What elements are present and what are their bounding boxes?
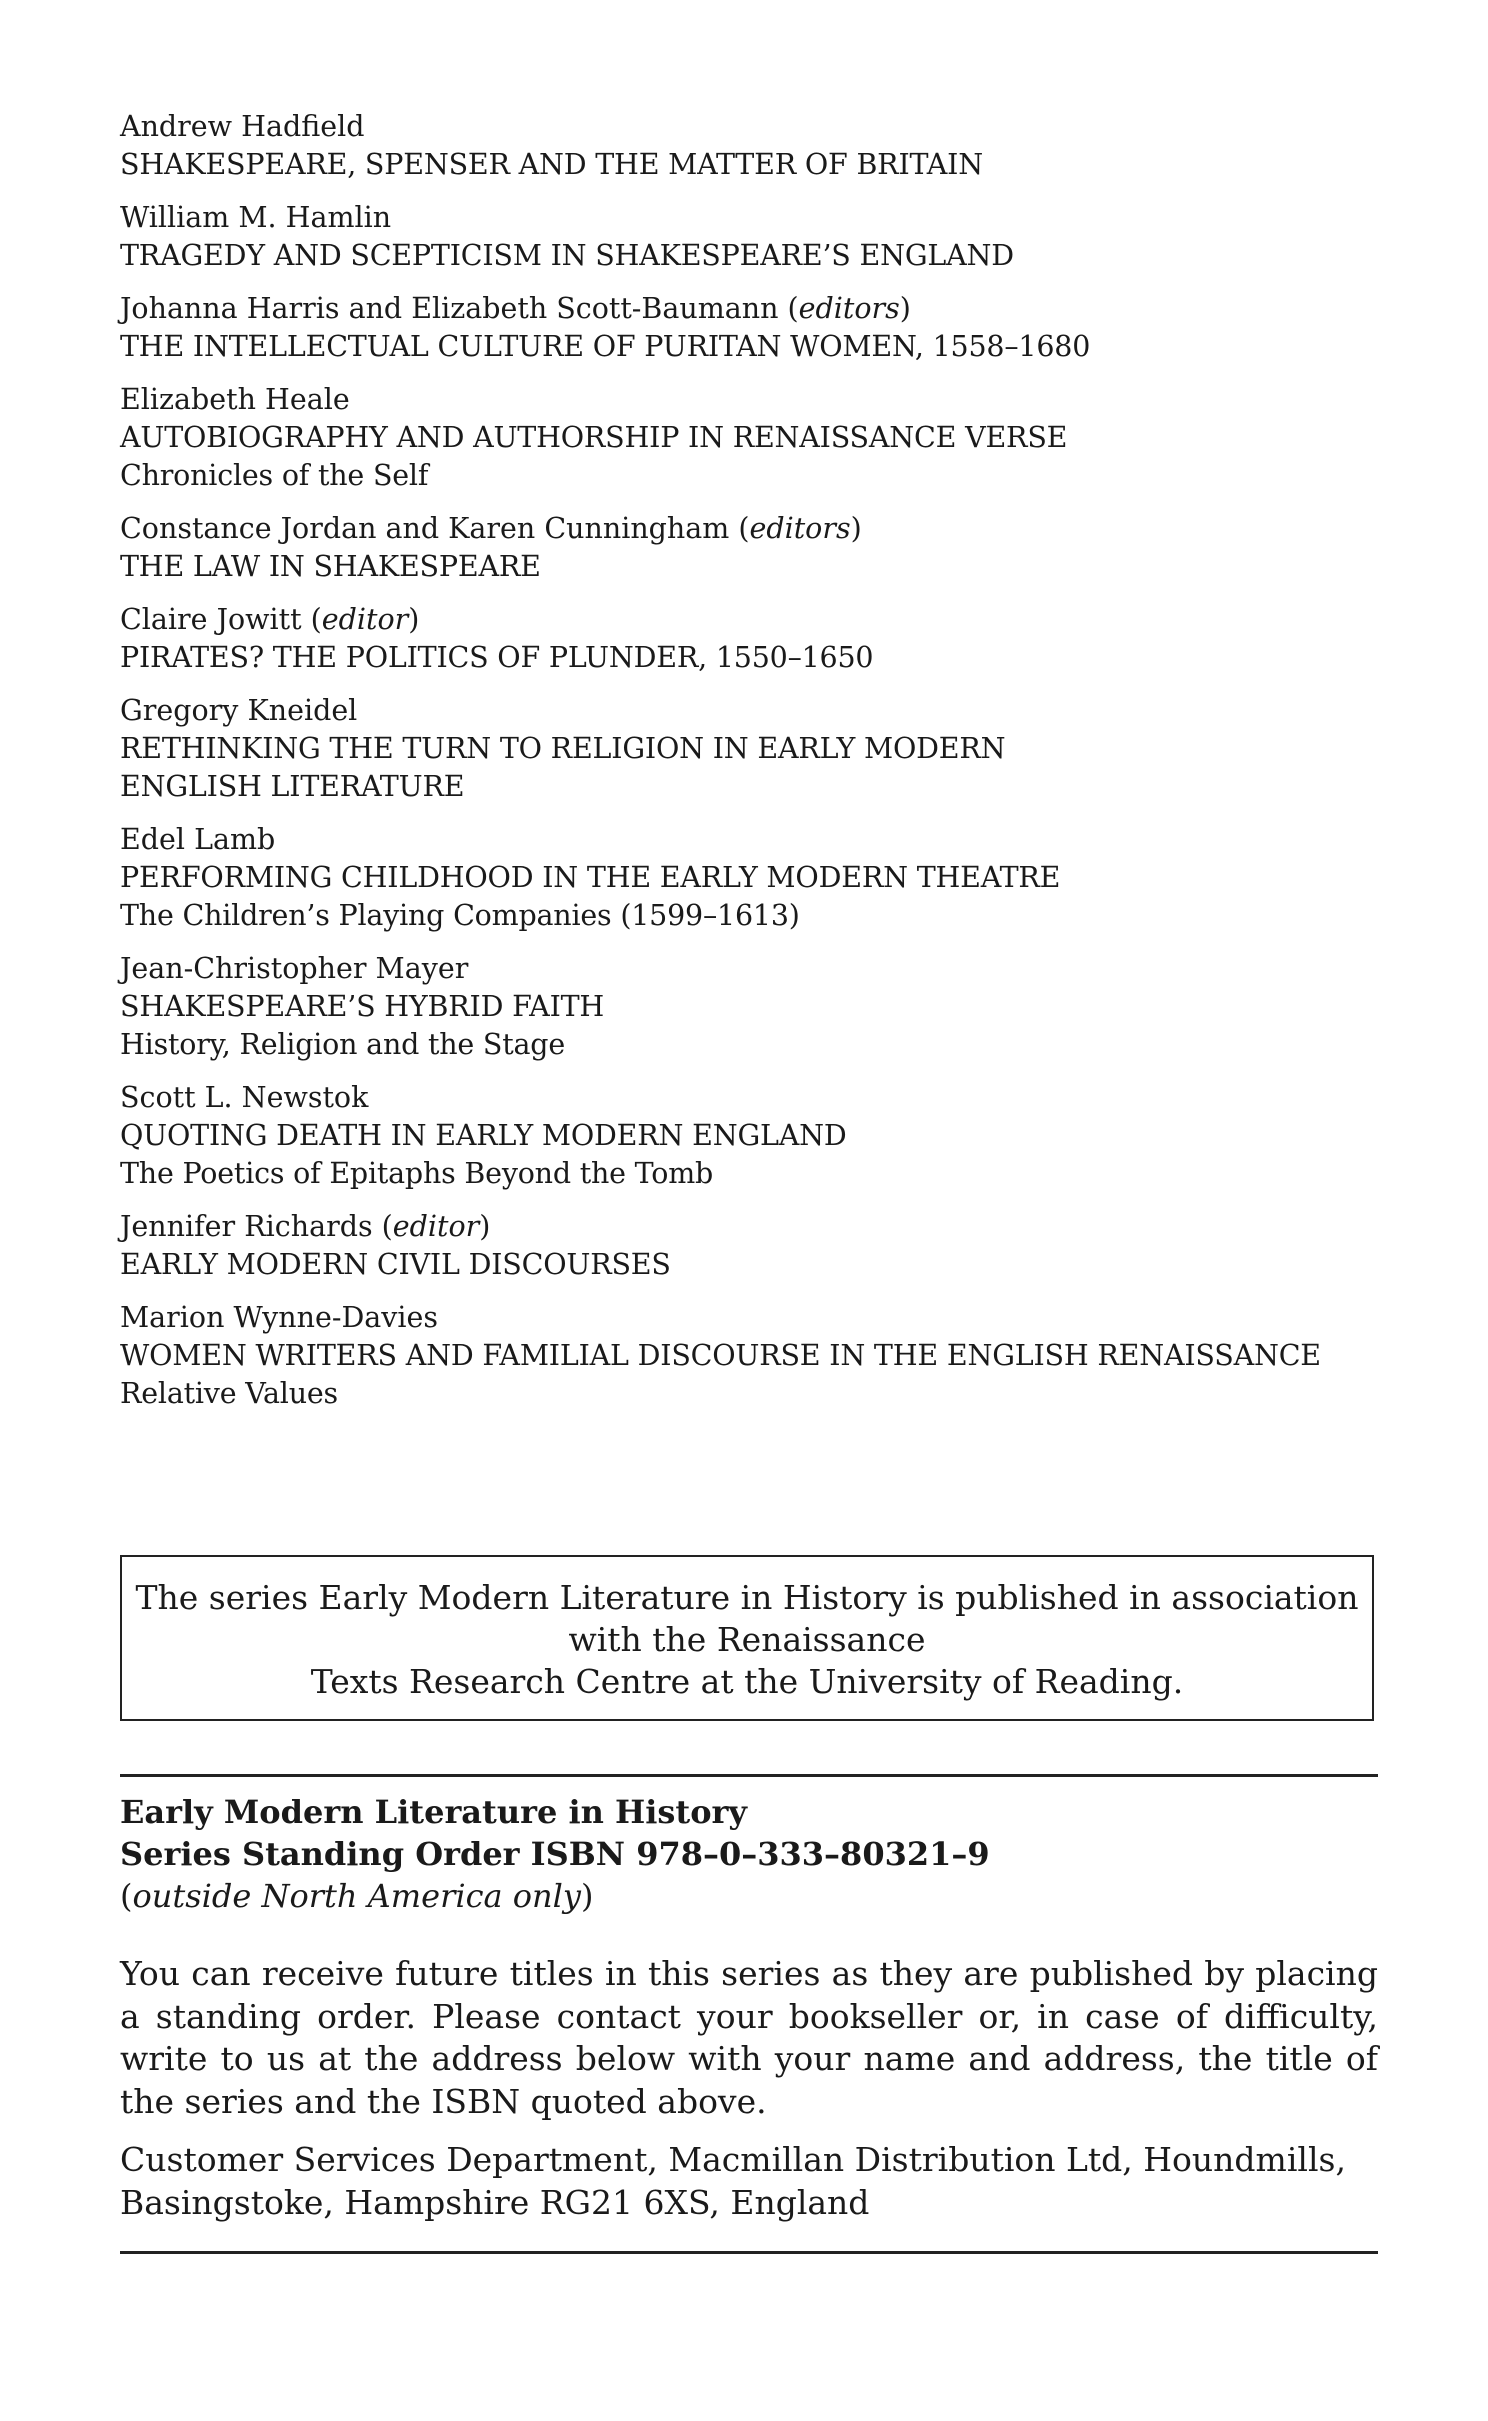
book-entry: [120, 1208, 1378, 1284]
book-subtitle: Chronicles of the Self: [120, 459, 429, 492]
book-title: RETHINKING THE TURN TO RELIGION IN EARLY MODERN: [120, 732, 1006, 765]
book-subtitle: Relative Values: [120, 1377, 338, 1410]
book-subtitle: The Poetics of Epitaphs Beyond the Tomb: [120, 1157, 714, 1190]
book-title: QUOTING DEATH IN EARLY MODERN ENGLAND: [120, 1119, 847, 1152]
book-title: AUTOBIOGRAPHY AND AUTHORSHIP IN RENAISSANCE VERSE: [120, 421, 1068, 454]
book-title: SHAKESPEARE, SPENSER AND THE MATTER OF BRITAIN: [120, 148, 983, 181]
book-entry: [120, 108, 1378, 184]
book-author: Andrew Hadfield: [120, 110, 365, 143]
customer-services-address: [120, 2139, 1378, 2224]
book-author: Jennifer Richards (editor): [120, 1210, 491, 1243]
book-author: Claire Jowitt (editor): [120, 603, 420, 636]
editor-role: editors: [749, 512, 851, 545]
address-line-1: Customer Services Department, Macmillan Distribution Ltd, Houndmills,: [120, 2140, 1346, 2179]
book-author: Scott L. Newstok: [120, 1081, 369, 1114]
availability-note-text: outside North America only: [132, 1877, 581, 1915]
book-title: THE LAW IN SHAKESPEARE: [120, 550, 541, 583]
book-entry: [120, 601, 1378, 677]
book-title: THE INTELLECTUAL CULTURE OF PURITAN WOMEN, 1558–1680: [120, 330, 1091, 363]
book-title: WOMEN WRITERS AND FAMILIAL DISCOURSE IN THE ENGLISH RENAISSANCE: [120, 1339, 1321, 1372]
book-author: Johanna Harris and Elizabeth Scott-Baumann (editors): [120, 292, 911, 325]
book-entry: [120, 1299, 1378, 1413]
book-entry: [120, 199, 1378, 275]
book-author: Constance Jordan and Karen Cunningham (editors): [120, 512, 862, 545]
book-entry: [120, 381, 1378, 495]
book-author: Jean-Christopher Mayer: [120, 952, 469, 985]
book-entry: [120, 692, 1378, 806]
notice-line-1: The series Early Modern Literature in History is published in association: [135, 1578, 1359, 1617]
book-entry: [120, 821, 1378, 935]
book-title: TRAGEDY AND SCEPTICISM IN SHAKESPEARE’S ENGLAND: [120, 239, 1014, 272]
book-title: PIRATES? THE POLITICS OF PLUNDER, 1550–1650: [120, 641, 874, 674]
book-author: Gregory Kneidel: [120, 694, 358, 727]
standing-order-instructions: You can receive future titles in this series as they are published by placing a standing order. Please contact your bookseller or, in case of difficulty, write to us at the address below with your name and address, the title of the series and the ISBN quoted above.: [120, 1954, 1378, 2121]
book-entry: [120, 950, 1378, 1064]
book-author: Edel Lamb: [120, 823, 276, 856]
book-author: William M. Hamlin: [120, 201, 392, 234]
book-title: SHAKESPEARE’S HYBRID FAITH: [120, 990, 605, 1023]
top-divider: [120, 1774, 1378, 1777]
book-title: EARLY MODERN CIVIL DISCOURSES: [120, 1248, 671, 1281]
book-entry: [120, 510, 1378, 586]
book-subtitle: History, Religion and the Stage: [120, 1028, 566, 1061]
series-book-list: [120, 108, 1378, 1428]
address-line-2: Basingstoke, Hampshire RG21 6XS, England: [120, 2182, 870, 2222]
book-entry: [120, 1079, 1378, 1193]
editor-role: editors: [798, 292, 900, 325]
editor-role: editor: [321, 603, 409, 636]
book-author: Marion Wynne-Davies: [120, 1301, 439, 1334]
standing-order-section: [120, 1791, 1378, 2224]
notice-line-3: Texts Research Centre at the University of Reading.: [310, 1662, 1184, 1701]
editor-role: editor: [392, 1210, 480, 1243]
book-subtitle: The Children’s Playing Companies (1599–1613): [120, 899, 800, 932]
book-title: PERFORMING CHILDHOOD IN THE EARLY MODERN THEATRE: [120, 861, 1061, 894]
availability-note: (outside North America only): [120, 1877, 594, 1915]
isbn-line: Series Standing Order ISBN 978–0–333–80321–9: [120, 1835, 990, 1873]
series-association-notice: [120, 1555, 1374, 1721]
book-subtitle: ENGLISH LITERATURE: [120, 770, 465, 803]
book-entry: [120, 290, 1378, 366]
notice-line-2: with the Renaissance: [568, 1620, 926, 1659]
series-name-heading: Early Modern Literature in History: [120, 1793, 747, 1831]
book-author: Elizabeth Heale: [120, 383, 350, 416]
bottom-divider: [120, 2251, 1378, 2254]
